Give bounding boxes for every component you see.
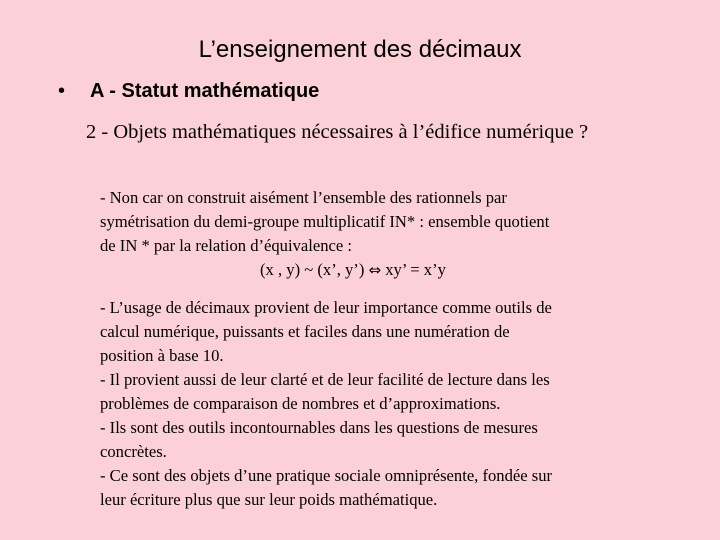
section-bullet (58, 77, 319, 105)
paragraph-line: leur écriture plus que sur leur poids mathématique. (100, 490, 438, 509)
paragraph-rationals (100, 186, 665, 282)
paragraph-line: problèmes de comparaison de nombres et d’approximations. (100, 394, 501, 413)
paragraph-line: concrètes. (100, 442, 167, 461)
equivalence-relation (100, 258, 665, 282)
paragraph-line: - Non car on construit aisément l’ensemble des rationnels par (100, 188, 507, 207)
paragraph-line: - Ce sont des objets d’une pratique sociale omniprésente, fondée sur (100, 466, 553, 485)
equivalence-arrow-icon: ⇔ (368, 261, 382, 279)
paragraph-line: - L’usage de décimaux provient de leur importance comme outils de (100, 298, 552, 317)
equation-left: (x , y) ~ (x’, y’) (260, 260, 365, 279)
paragraph-line: - Il provient aussi de leur clarté et de leur facilité de lecture dans les (100, 370, 550, 389)
bullet-icon: • (58, 80, 66, 102)
paragraph-line: calcul numérique, puissants et faciles dans une numération de (100, 322, 510, 341)
equation-right: xy’ = x’y (385, 260, 446, 279)
paragraph-line: de IN * par la relation d’équivalence : (100, 236, 353, 255)
subheading: 2 - Objets mathématiques nécessaires à l’édifice numérique ? (86, 121, 589, 143)
section-heading: A - Statut mathématique (90, 80, 320, 102)
slide-title: L’enseignement des décimaux (198, 36, 522, 63)
paragraph-usage (100, 296, 665, 512)
paragraph-line: symétrisation du demi-groupe multiplicatif IN* : ensemble quotient (100, 212, 550, 231)
paragraph-line: position à base 10. (100, 346, 224, 365)
paragraph-line: - Ils sont des outils incontournables dans les questions de mesures (100, 418, 538, 437)
